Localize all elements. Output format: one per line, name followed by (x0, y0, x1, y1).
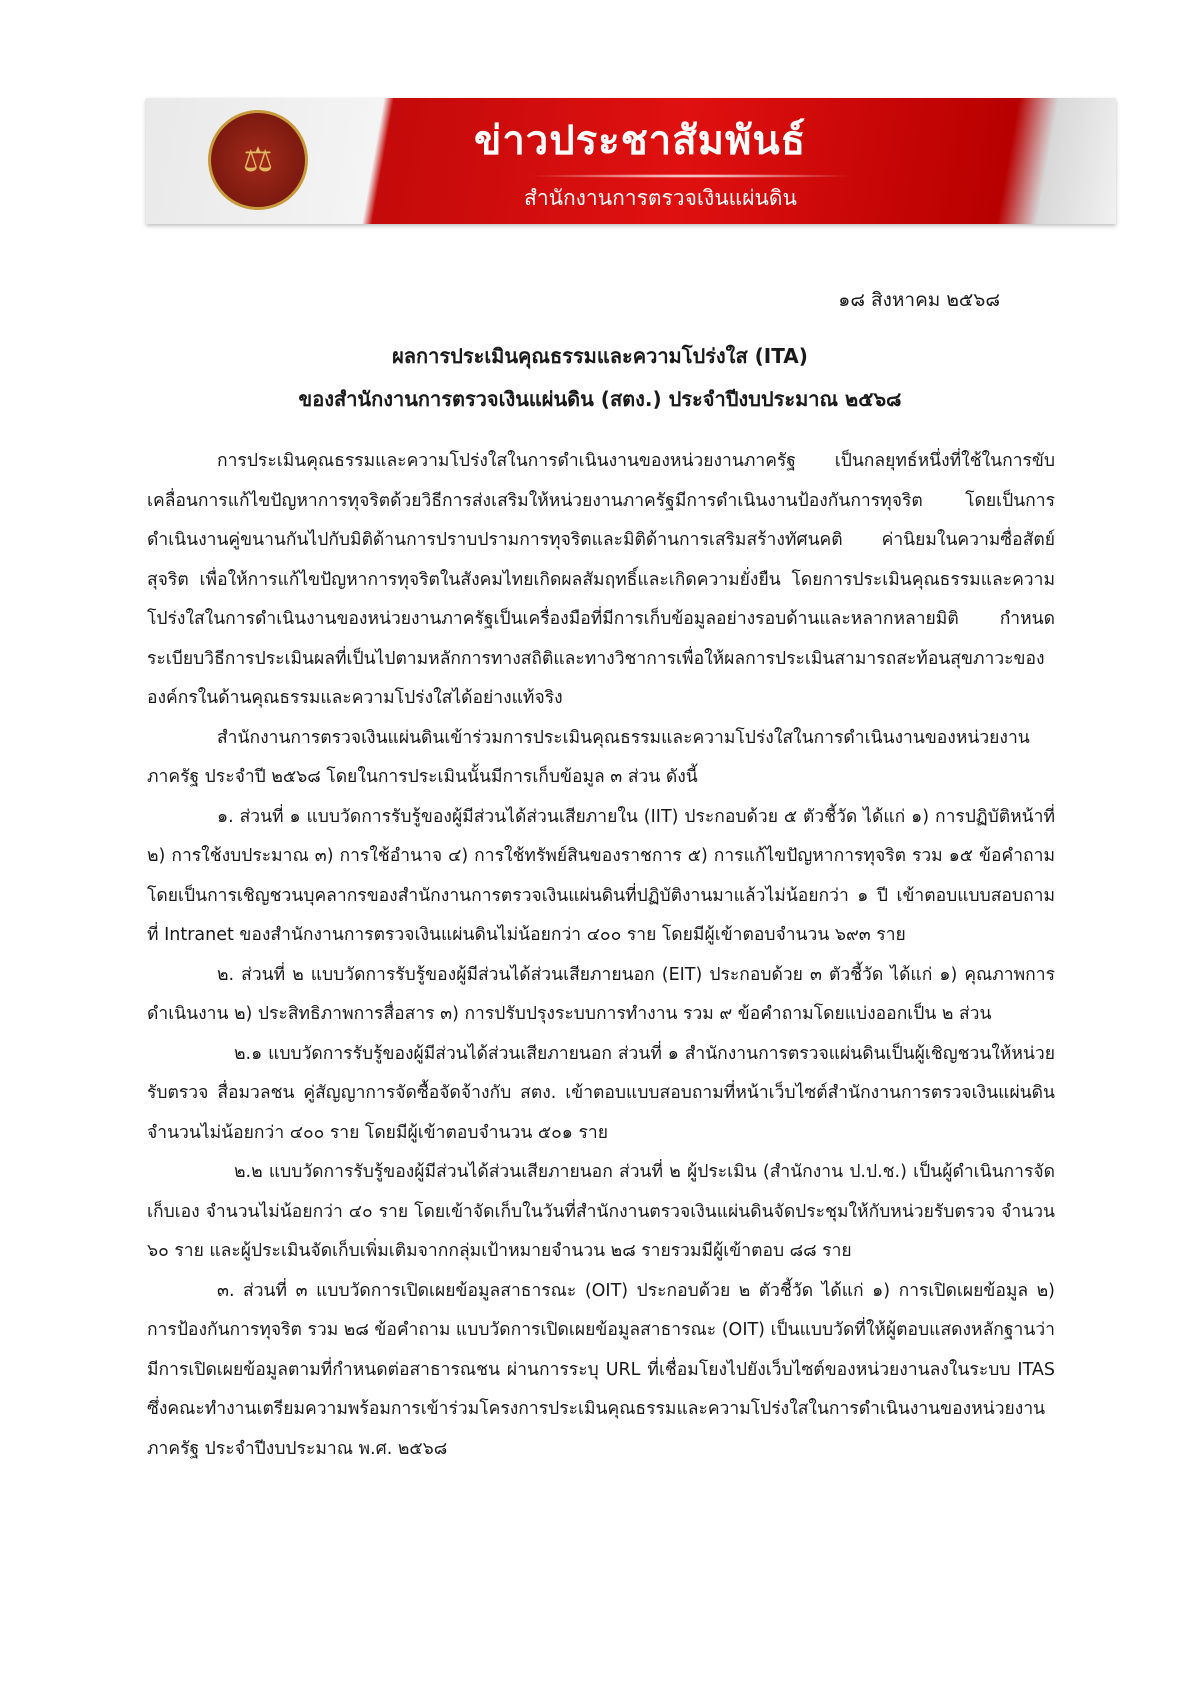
document-body (147, 442, 1055, 1469)
paragraph-part-2-2: ๒.๒ แบบวัดการรับรู้ของผู้มีส่วนได้ส่วนเสียภายนอก ส่วนที่ ๒ ผู้ประเมิน (สำนักงาน ป.ป.ช.) เป็นผู้ดำเนินการจัดเก็บเอง จำนวนไม่น้อยกว่า ๔๐ ราย โดยเข้าจัดเก็บในวันที่สำนักงานตรวจเงินแผ่นดินจัดประชุมให้กับหน่วยรับตรวจ จำนวน ๖๐ ราย และผู้ประเมินจัดเก็บเพิ่มเติมจากกลุ่มเป้าหมายจำนวน ๒๘ รายรวมมีผู้เข้าตอบ ๘๘ ราย (147, 1162, 1055, 1261)
paragraph-participation: สำนักงานการตรวจเงินแผ่นดินเข้าร่วมการประเมินคุณธรรมและความโปร่งใสในการดำเนินงานของหน่วยงานภาครัฐ ประจำปี ๒๕๖๘ โดยในการประเมินนั้นมีการเก็บข้อมูล ๓ ส่วน ดังนี้ (147, 727, 1030, 787)
paragraph-intro: การประเมินคุณธรรมและความโปร่งใสในการดำเนินงานของหน่วยงานภาครัฐ เป็นกลยุทธ์หนึ่งที่ใช้ในการขับเคลื่อนการแก้ไขปัญหาการทุจริตด้วยวิธีการส่งเสริมให้หน่วยงานภาครัฐมีการดำเนินงานป้องกันการทุจริต โดยเป็นการดำเนินงานคู่ขนานกันไปกับมิติด้านการปราบปรามการทุจริตและมิติด้านการเสริมสร้างทัศนคติ ค่านิยมในความซื่อสัตย์สุจริต เพื่อให้การแก้ไขปัญหาการทุจริตในสังคมไทยเกิดผลสัมฤทธิ์และเกิดความยั่งยืน โดยการประเมินคุณธรรมและความโปร่งใสในการดำเนินงานของหน่วยงานภาครัฐเป็นเครื่องมือที่มีการเก็บข้อมูลอย่างรอบด้านและหลากหลายมิติ กำหนดระเบียบวิธีการประเมินผลที่เป็นไปตามหลักการทางสถิติและทางวิชาการเพื่อให้ผลการประเมินสามารถสะท้อนสุขภาวะขององค์กรในด้านคุณธรรมและความโปร่งใสได้อย่างแท้จริง (147, 451, 1055, 708)
paragraph-part-2-1: ๒.๑ แบบวัดการรับรู้ของผู้มีส่วนได้ส่วนเสียภายนอก ส่วนที่ ๑ สำนักงานการตรวจแผ่นดินเป็นผู้เชิญชวนให้หน่วยรับตรวจ สื่อมวลชน คู่สัญญาการจัดซื้อจัดจ้างกับ สตง. เข้าตอบแบบสอบถามที่หน้าเว็บไซต์สำนักงานการตรวจเงินแผ่นดิน จำนวนไม่น้อยกว่า ๔๐๐ ราย โดยมีผู้เข้าตอบจำนวน ๕๐๑ ราย (147, 1043, 1055, 1143)
paragraph-part-2-eit: ๒. ส่วนที่ ๒ แบบวัดการรับรู้ของผู้มีส่วนได้ส่วนเสียภายนอก (EIT) ประกอบด้วย ๓ ตัวชี้วัด ได้แก่ ๑) คุณภาพการดำเนินงาน ๒) ประสิทธิภาพการสื่อสาร ๓) การปรับปรุงระบบการทำงาน รวม ๙ ข้อคำถามโดยแบ่งออกเป็น ๒ ส่วน (147, 964, 1055, 1024)
banner-title: ข่าวประชาสัมพันธ์ (474, 118, 807, 164)
press-release-banner (146, 98, 1116, 224)
document-title: ผลการประเมินคุณธรรมและความโปร่งใส (ITA) (392, 344, 808, 368)
banner-divider (526, 174, 856, 178)
banner-subtitle: สำนักงานการตรวจเงินแผ่นดิน (524, 186, 797, 210)
document-date: ๑๘ สิงหาคม ๒๕๖๘ (838, 289, 1000, 311)
paragraph-part-1-iit: ๑. ส่วนที่ ๑ แบบวัดการรับรู้ของผู้มีส่วนได้ส่วนเสียภายใน (IIT) ประกอบด้วย ๕ ตัวชี้วัด ได้แก่ ๑) การปฏิบัติหน้าที่ ๒) การใช้งบประมาณ ๓) การใช้อำนาจ ๔) การใช้ทรัพย์สินของราชการ ๕) การแก้ไขปัญหาการทุจริต รวม ๑๕ ข้อคำถาม โดยเป็นการเชิญชวนบุคลากรของสำนักงานการตรวจเงินแผ่นดินที่ปฏิบัติงานมาแล้วไม่น้อยกว่า ๑ ปี เข้าตอบแบบสอบถามที่ Intranet ของสำนักงานการตรวจเงินแผ่นดินไม่น้อยกว่า ๔๐๐ ราย โดยมีผู้เข้าตอบจำนวน ๖๙๓ ราย (147, 806, 1055, 945)
document-subtitle: ของสำนักงานการตรวจเงินแผ่นดิน (สตง.) ประจำปีงบประมาณ ๒๕๖๘ (298, 387, 902, 411)
paragraph-part-3-oit: ๓. ส่วนที่ ๓ แบบวัดการเปิดเผยข้อมูลสาธารณะ (OIT) ประกอบด้วย ๒ ตัวชี้วัด ได้แก่ ๑) การเปิดเผยข้อมูล ๒) การป้องกันการทุจริต รวม ๒๘ ข้อคำถาม แบบวัดการเปิดเผยข้อมูลสาธารณะ (OIT) เป็นแบบวัดที่ให้ผู้ตอบแสดงหลักฐานว่ามีการเปิดเผยข้อมูลตามที่กำหนดต่อสาธารณชน ผ่านการระบุ URL ที่เชื่อมโยงไปยังเว็บไซต์ของหน่วยงานลงในระบบ ITAS ซึ่งคณะทำงานเตรียมความพร้อมการเข้าร่วมโครงการประเมินคุณธรรมและความโปร่งใสในการดำเนินงานของหน่วยงานภาครัฐ ประจำปีงบประมาณ พ.ศ. ๒๕๖๘ (147, 1280, 1055, 1459)
office-seal-icon: ⚖ (208, 110, 308, 210)
